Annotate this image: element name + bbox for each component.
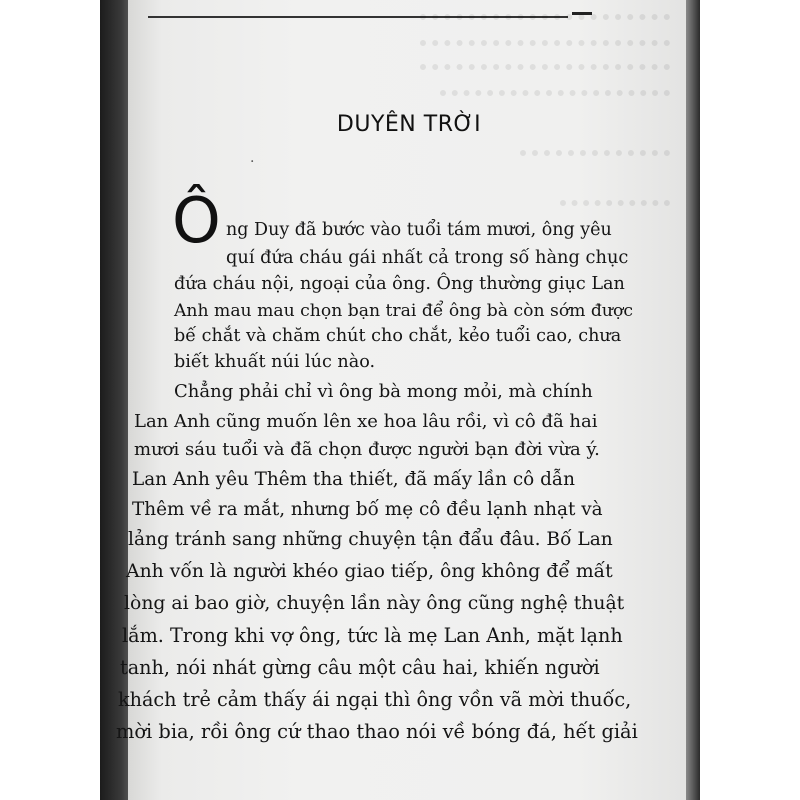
header-mark bbox=[572, 0, 592, 15]
chapter-title: DUYÊN TRỜI bbox=[336, 112, 482, 137]
text-line: quí đứa cháu gái nhất cả trong số hàng chục bbox=[226, 247, 629, 268]
text-line: Lan Anh cũng muốn lên xe hoa lâu rồi, vì cô đã hai bbox=[134, 411, 598, 432]
text-line: mươi sáu tuổi và đã chọn được người bạn đời vừa ý. bbox=[134, 439, 600, 460]
text-line: biết khuất núi lúc nào. bbox=[174, 352, 376, 372]
text-line: Lan Anh yêu Thêm tha thiết, đã mấy lần cô dẫn bbox=[132, 469, 575, 490]
ink-dot: · bbox=[250, 154, 255, 170]
text-line: ng Duy đã bước vào tuổi tám mươi, ông yêu bbox=[226, 220, 612, 240]
text-line: Anh vốn là người khéo giao tiếp, ông không để mất bbox=[126, 561, 613, 582]
text-line: Anh mau mau chọn bạn trai để ông bà còn sớm được bbox=[174, 301, 633, 321]
text-line: đứa cháu nội, ngoại của ông. Ông thường giục Lan bbox=[174, 274, 625, 294]
text-line: khách trẻ cảm thấy ái ngại thì ông vồn vã mời thuốc, bbox=[118, 688, 632, 711]
text-line: lắm. Trong khi vợ ông, tức là mẹ Lan Anh, mặt lạnh bbox=[122, 624, 623, 647]
text-line: lòng ai bao giờ, chuyện lần này ông cũng nghệ thuật bbox=[124, 593, 625, 614]
text-line: mời bia, rồi ông cứ thao thao nói về bóng đá, hết giải bbox=[116, 720, 638, 743]
text-line: lảng tránh sang những chuyện tận đẩu đâu. Bố Lan bbox=[128, 529, 613, 550]
drop-cap: Ô bbox=[172, 184, 221, 257]
text-line: tanh, nói nhát gừng câu một câu hai, khiến người bbox=[120, 656, 600, 679]
text-line: Thêm về ra mắt, nhưng bố mẹ cô đều lạnh nhạt và bbox=[132, 499, 603, 520]
text-line: Chẳng phải chỉ vì ông bà mong mỏi, mà chính bbox=[174, 381, 593, 402]
text-line: bế chắt và chăm chút cho chắt, kẻo tuổi cao, chưa bbox=[174, 326, 622, 346]
